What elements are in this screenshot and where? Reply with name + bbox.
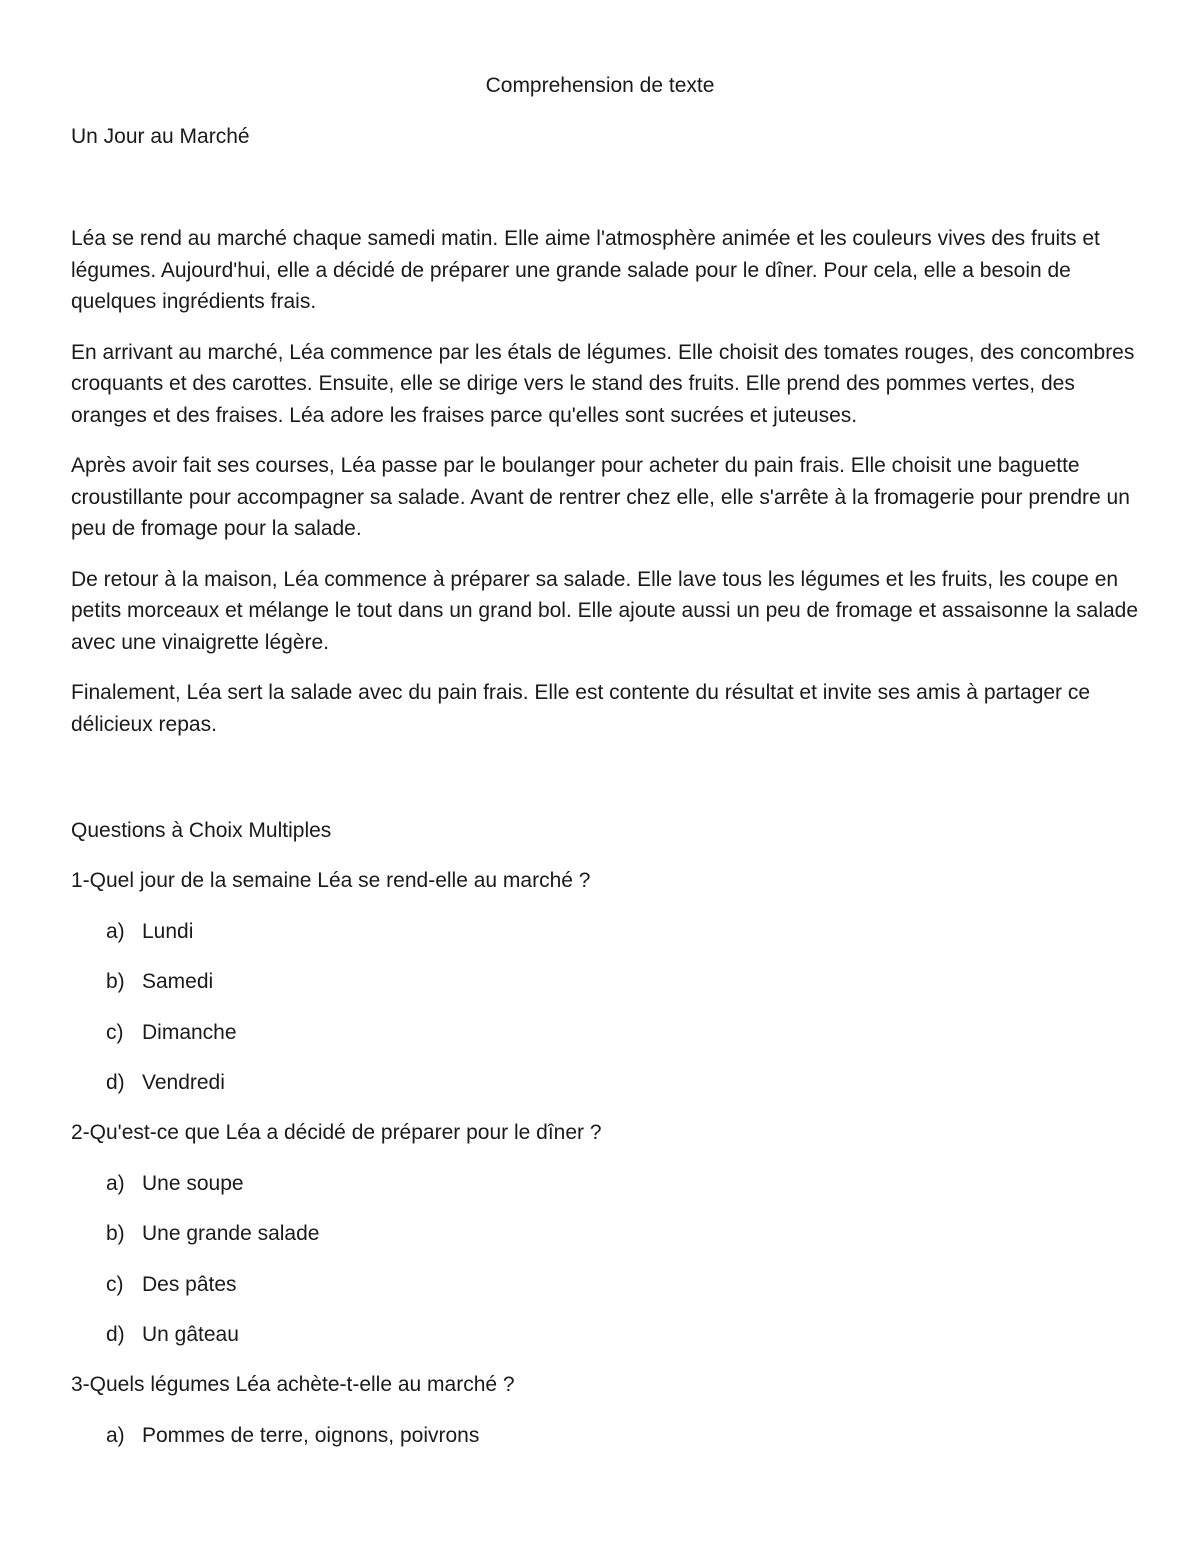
question-1 (71, 865, 1141, 1099)
option-letter: c) (106, 1020, 124, 1044)
question-2 (71, 1117, 1141, 1351)
story-paragraph: Finalement, Léa sert la salade avec du pain frais. Elle est contente du résultat et invite ses amis à partager ce délicieux repas. (71, 681, 1091, 736)
answer-option (71, 1218, 1141, 1250)
answer-options (71, 916, 1141, 1100)
option-letter: c) (106, 1272, 124, 1296)
answer-option (71, 1168, 1141, 1200)
option-letter: b) (106, 970, 125, 993)
answer-options (71, 1168, 1141, 1352)
option-letter: b) (106, 1222, 125, 1245)
question-text: 1-Quel jour de la semaine Léa se rend-elle au marché ? (71, 869, 591, 892)
option-text: Samedi (142, 970, 214, 993)
option-letter: d) (106, 1071, 125, 1094)
option-text: Vendredi (142, 1071, 225, 1094)
story-text (71, 223, 1141, 740)
option-letter: d) (106, 1323, 125, 1346)
document-title: Comprehension de texte (485, 74, 715, 97)
question-text: 3-Quels légumes Léa achète-t-elle au marché ? (71, 1373, 515, 1396)
story-title: Un Jour au Marché (71, 125, 250, 148)
story-paragraph: Après avoir fait ses courses, Léa passe par le boulanger pour acheter du pain frais. Elle choisit une baguette croustillante pour accompagner sa salade. Avant de rentrer chez elle, elle s'arrête à la fromagerie pour prendre un peu de fromage pour la salade. (71, 454, 1130, 540)
question-text: 2-Qu'est-ce que Léa a décidé de préparer pour le dîner ? (71, 1121, 602, 1144)
story-paragraph: De retour à la maison, Léa commence à préparer sa salade. Elle lave tous les légumes et les fruits, les coupe en petits morceaux et mélange le tout dans un grand bol. Elle ajoute aussi un peu de fromage et assaisonne la salade avec une vinaigrette légère. (71, 567, 1139, 654)
option-text: Une grande salade (142, 1222, 320, 1245)
document-page (71, 70, 1141, 1452)
option-text: Pommes de terre, oignons, poivrons (142, 1423, 480, 1447)
answer-option (71, 1269, 1141, 1301)
option-letter: a) (106, 1171, 125, 1195)
answer-option (71, 966, 1141, 998)
option-letter: a) (106, 919, 125, 943)
answer-option (71, 916, 1141, 948)
option-text: Des pâtes (142, 1272, 237, 1296)
option-text: Lundi (142, 919, 194, 943)
option-letter: a) (106, 1423, 125, 1447)
story-paragraph: En arrivant au marché, Léa commence par les étals de légumes. Elle choisit des tomates rouges, des concombres croquants et des carottes. Ensuite, elle se dirige vers le stand des fruits. Elle prend des pommes vertes, des oranges et des fraises. Léa adore les fraises parce qu'elles sont sucrées et juteuses. (71, 340, 1135, 427)
answer-option (71, 1319, 1141, 1351)
option-text: Dimanche (142, 1020, 237, 1044)
option-text: Une soupe (142, 1171, 244, 1195)
story-paragraph: Léa se rend au marché chaque samedi matin. Elle aime l'atmosphère animée et les couleurs vives des fruits et légumes. Aujourd'hui, elle a décidé de préparer une grande salade pour le dîner. Pour cela, elle a besoin de quelques ingrédients frais. (71, 227, 1100, 313)
option-text: Un gâteau (142, 1323, 239, 1346)
questions-heading: Questions à Choix Multiples (71, 819, 332, 842)
answer-option (71, 1067, 1141, 1099)
question-3 (71, 1369, 1141, 1452)
answer-option (71, 1420, 1141, 1452)
answer-option (71, 1017, 1141, 1049)
answer-options (71, 1420, 1141, 1452)
